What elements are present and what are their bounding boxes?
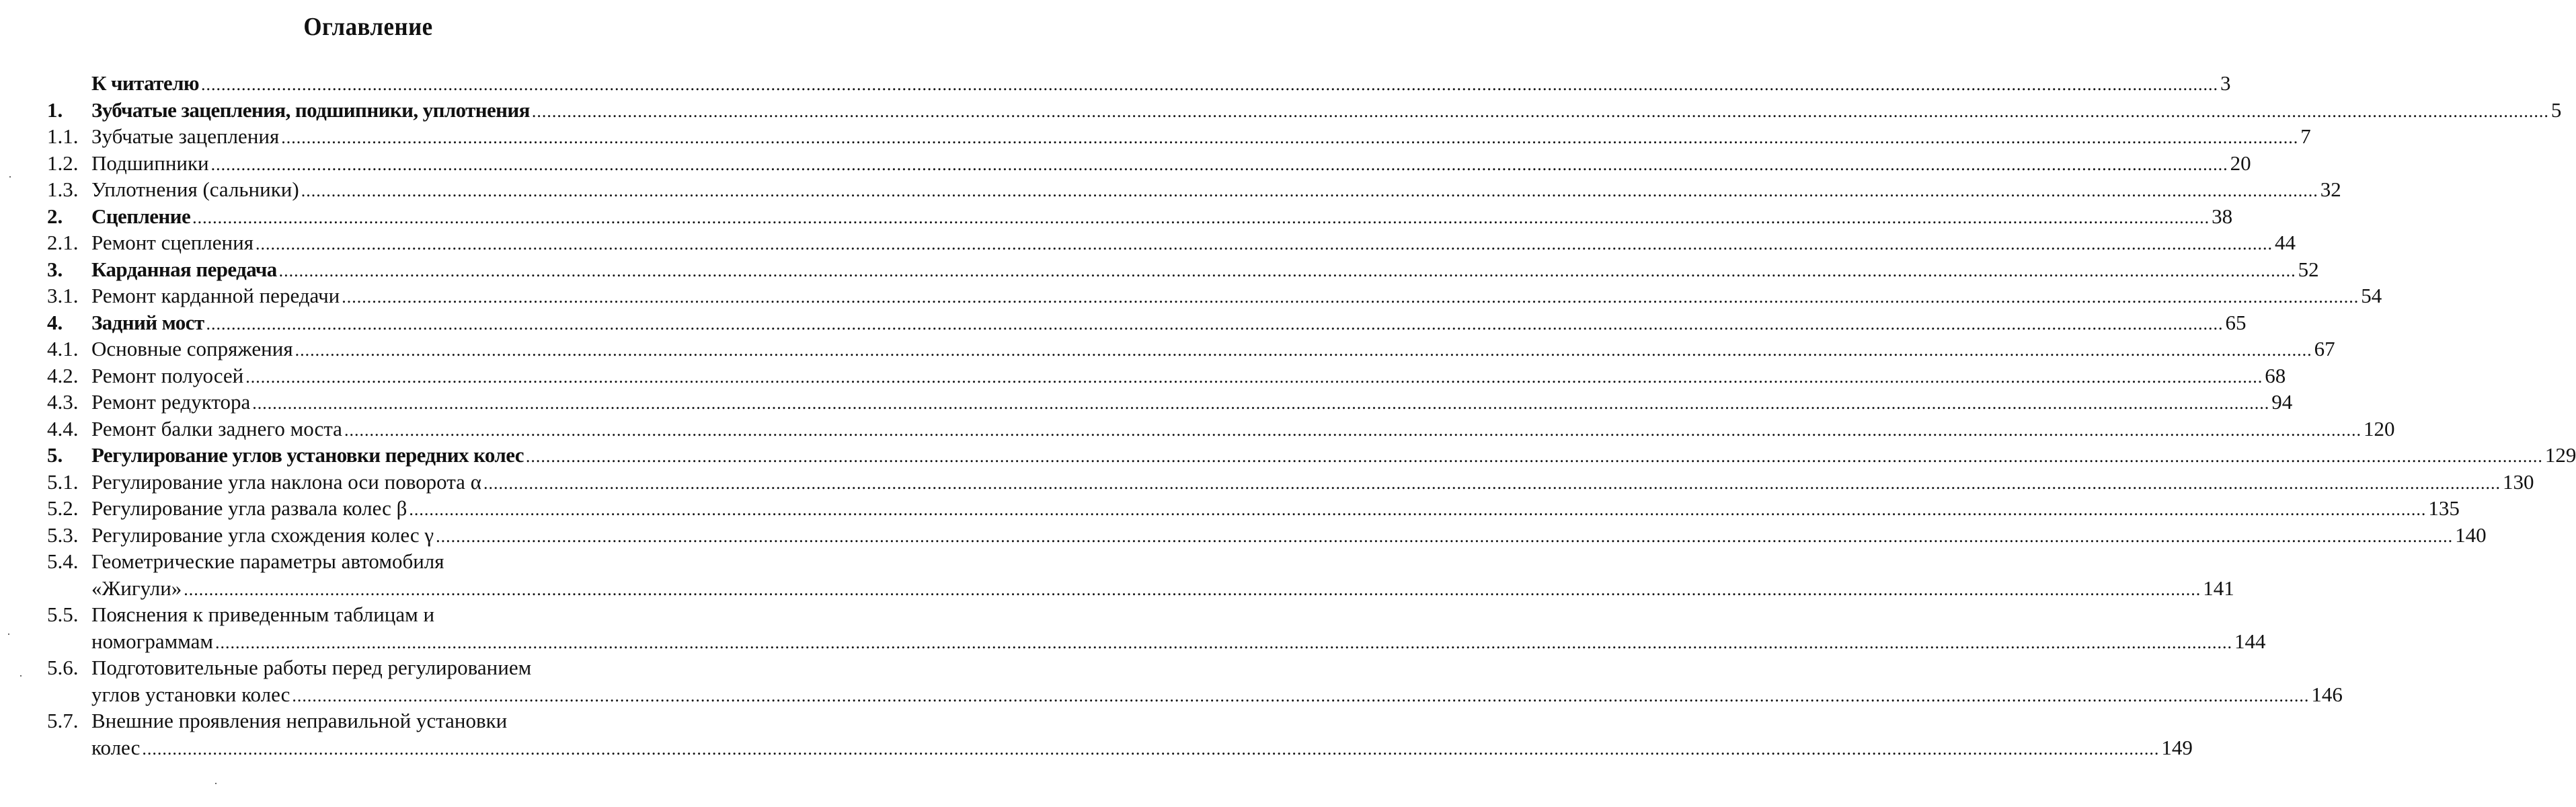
scan-speck [215, 783, 217, 784]
toc-entry-title: Зубчатые зацепления [91, 124, 280, 148]
dot-leader: ................................................................................................................................................................................................................................................................................................................................................................................................................ [184, 579, 2201, 599]
toc-entry-title: Основные сопряжения [91, 337, 293, 360]
dot-leader: ................................................................................................................................................................................................................................................................................................................................................................................................................ [281, 128, 2299, 147]
dot-leader: ................................................................................................................................................................................................................................................................................................................................................................................................................ [255, 234, 2273, 254]
dot-leader: ................................................................................................................................................................................................................................................................................................................................................................................................................ [192, 207, 2210, 227]
toc-entry-title: Внешние проявления неправильной установки [91, 709, 508, 732]
toc-entry-title-wrap [91, 229, 2296, 258]
toc-entry-number: 3.1. [47, 284, 79, 307]
toc-entry-number: 4.2. [47, 363, 79, 387]
dot-leader: ................................................................................................................................................................................................................................................................................................................................................................................................................ [278, 260, 2296, 280]
toc-entry-title-wrap [91, 176, 2341, 204]
toc-entry-title-wrap [91, 256, 2319, 284]
toc-entry-title-wrap [91, 654, 706, 681]
toc-entry-title: Зубчатые зацепления, подшипники, уплотнения [91, 98, 530, 122]
toc-entry [47, 522, 2487, 549]
dot-leader: ................................................................................................................................................................................................................................................................................................................................................................................................................ [436, 526, 2454, 546]
toc-entry-title-wrap [91, 707, 706, 734]
toc-entry-title: Регулирование углов установки передних колес [91, 443, 524, 467]
dot-leader: ................................................................................................................................................................................................................................................................................................................................................................................................................ [295, 340, 2312, 360]
toc-entry-title: Регулирование угла развала колес β [91, 496, 407, 520]
toc-entry-page: 146 [2311, 682, 2343, 706]
toc-entry [47, 389, 2293, 416]
toc-entry [47, 70, 2231, 97]
toc-entry [47, 707, 706, 734]
toc-entry-number: 4.3. [47, 390, 79, 414]
toc-entry-number: 4. [47, 310, 63, 334]
toc-entry [47, 176, 2341, 203]
toc-entry-number: 4.1. [47, 337, 79, 360]
toc-entry-title-wrap [91, 681, 2343, 709]
toc-entry-title-wrap [91, 97, 2562, 125]
toc-entry-title-wrap [91, 416, 2395, 444]
scan-speck [9, 176, 11, 178]
toc-entry [47, 362, 2286, 389]
toc-entry-page: 32 [2320, 178, 2341, 201]
page-title: Оглавление [303, 13, 433, 41]
toc-entry-title-continuation: углов установки колес [91, 682, 290, 706]
toc-entry-page: 52 [2298, 257, 2319, 281]
toc-entry-title-wrap [91, 522, 2487, 550]
toc-entry-title: Сцепление [91, 204, 191, 228]
toc-entry-title: Подшипники [91, 151, 209, 175]
toc-entry-number: 2. [47, 204, 63, 228]
toc-entry-number: 5.4. [47, 549, 79, 573]
toc-entry-number: 3. [47, 257, 63, 281]
toc-entry-number: 1.1. [47, 124, 79, 148]
scan-speck [20, 675, 22, 677]
toc-entry-continuation [47, 575, 2234, 602]
toc-entry-title: Регулирование угла схождения колес γ [91, 523, 434, 547]
toc-entry-number: 1.2. [47, 151, 79, 175]
toc-entry-number: 1. [47, 98, 63, 122]
toc-entry-title: Пояснения к приведенным таблицам и [91, 603, 435, 626]
toc-entry-title: Ремонт полуосей [91, 363, 244, 387]
toc-entry-number: 1.3. [47, 178, 79, 201]
toc-entry-page: 140 [2455, 523, 2487, 547]
toc-entry-title-wrap [91, 734, 2193, 763]
toc-entry-page: 3 [2220, 71, 2231, 95]
dot-leader: ................................................................................................................................................................................................................................................................................................................................................................................................................ [292, 685, 2310, 705]
toc-entry-title-wrap [91, 442, 2576, 470]
toc-entry-title-continuation: колес [91, 735, 141, 759]
toc-entry-title: Ремонт редуктора [91, 390, 251, 414]
toc-entry [47, 150, 2251, 177]
table-of-contents [47, 70, 2576, 761]
dot-leader: ................................................................................................................................................................................................................................................................................................................................................................................................................ [210, 154, 2228, 174]
toc-entry-title-continuation: «Жигули» [91, 576, 182, 600]
toc-entry [47, 495, 2460, 522]
dot-leader: ................................................................................................................................................................................................................................................................................................................................................................................................................ [531, 101, 2549, 121]
toc-entry [47, 256, 2319, 283]
toc-entry-title-wrap [91, 548, 706, 575]
toc-entry-page: 5 [2550, 98, 2562, 122]
toc-entry-page: 38 [2212, 204, 2233, 228]
toc-entry-page: 65 [2225, 310, 2247, 334]
toc-entry [47, 469, 2534, 496]
toc-entry-title-wrap [91, 575, 2234, 603]
toc-entry-title: Ремонт балки заднего моста [91, 416, 342, 440]
toc-entry-number: 2.1. [47, 231, 79, 254]
toc-entry-title-continuation: номограммам [91, 629, 213, 653]
dot-leader: ................................................................................................................................................................................................................................................................................................................................................................................................................ [245, 367, 2263, 387]
toc-entry-page: 141 [2203, 576, 2234, 600]
toc-entry [47, 336, 2335, 362]
dot-leader: ................................................................................................................................................................................................................................................................................................................................................................................................................ [301, 181, 2318, 200]
toc-entry-page: 144 [2234, 629, 2266, 653]
toc-entry [47, 97, 2562, 124]
toc-entry-continuation [47, 628, 2266, 655]
toc-entry-title-wrap [91, 628, 2266, 656]
toc-entry-title-wrap [91, 601, 706, 628]
toc-entry [47, 229, 2296, 256]
toc-entry-page: 149 [2161, 735, 2193, 759]
toc-entry-number: 5.1. [47, 469, 79, 494]
toc-entry-title-wrap [91, 362, 2286, 391]
toc-entry-title-wrap [91, 495, 2460, 523]
toc-entry [47, 654, 706, 681]
toc-entry-title: Уплотнения (сальники) [91, 178, 299, 201]
toc-entry-title-wrap [91, 150, 2251, 178]
toc-entry-title: Ремонт сцепления [91, 231, 253, 254]
toc-entry-page: 20 [2230, 151, 2251, 175]
toc-entry-title: Ремонт карданной передачи [91, 284, 340, 307]
toc-entry-title: Карданная передача [91, 257, 277, 281]
dot-leader: ................................................................................................................................................................................................................................................................................................................................................................................................................ [525, 447, 2543, 466]
toc-entry-title: К читателю [91, 71, 199, 95]
dot-leader: ................................................................................................................................................................................................................................................................................................................................................................................................................ [215, 632, 2232, 652]
toc-entry-title-wrap [91, 469, 2534, 497]
dot-leader: ................................................................................................................................................................................................................................................................................................................................................................................................................ [483, 473, 2501, 493]
toc-entry-title: Геометрические параметры автомобиля [91, 549, 444, 573]
toc-entry [47, 601, 706, 628]
toc-entry [47, 203, 2233, 230]
toc-entry [47, 309, 2247, 336]
toc-entry-title-wrap [91, 309, 2247, 338]
toc-entry-page: 94 [2271, 390, 2293, 414]
toc-entry-number: 5.5. [47, 603, 79, 626]
toc-entry-title: Задний мост [91, 310, 204, 334]
toc-entry-title: Подготовительные работы перед регулированием [91, 656, 532, 679]
toc-entry-page: 129 [2544, 443, 2576, 467]
toc-entry-title: Регулирование угла наклона оси поворота α [91, 469, 481, 494]
toc-entry-number: 5. [47, 443, 63, 467]
toc-entry-number: 5.2. [47, 496, 79, 520]
toc-entry-page: 135 [2428, 496, 2460, 520]
scan-speck [8, 633, 9, 635]
toc-entry-title-wrap [91, 336, 2335, 364]
toc-entry-number: 5.3. [47, 523, 79, 547]
toc-entry-title-wrap [91, 123, 2311, 151]
dot-leader: ................................................................................................................................................................................................................................................................................................................................................................................................................ [142, 738, 2160, 759]
toc-entry-title-wrap [91, 282, 2382, 311]
toc-entry-page: 120 [2363, 416, 2395, 440]
toc-entry [47, 123, 2311, 150]
toc-entry-continuation [47, 734, 2193, 761]
toc-entry-title-wrap [91, 203, 2233, 231]
dot-leader: ................................................................................................................................................................................................................................................................................................................................................................................................................ [200, 75, 2218, 94]
toc-entry-number: 4.4. [47, 416, 79, 440]
toc-entry-page: 44 [2274, 231, 2296, 254]
dot-leader: ................................................................................................................................................................................................................................................................................................................................................................................................................ [252, 393, 2270, 413]
toc-entry-page: 54 [2361, 284, 2382, 307]
dot-leader: ................................................................................................................................................................................................................................................................................................................................................................................................................ [409, 500, 2427, 519]
toc-entry [47, 282, 2382, 309]
toc-entry-page: 68 [2265, 363, 2286, 387]
toc-entry [47, 548, 706, 575]
dot-leader: ................................................................................................................................................................................................................................................................................................................................................................................................................ [342, 287, 2359, 307]
toc-entry-title-wrap [91, 389, 2293, 417]
toc-entry-page: 7 [2300, 124, 2311, 148]
toc-entry-continuation [47, 681, 2343, 708]
toc-entry-number: 5.7. [47, 709, 79, 732]
toc-entry [47, 442, 2576, 469]
toc-entry-number: 5.6. [47, 656, 79, 679]
dot-leader: ................................................................................................................................................................................................................................................................................................................................................................................................................ [344, 420, 2362, 440]
toc-entry-page: 67 [2314, 337, 2335, 360]
dot-leader: ................................................................................................................................................................................................................................................................................................................................................................................................................ [206, 313, 2224, 334]
toc-entry-title-wrap [91, 70, 2231, 98]
toc-entry [47, 416, 2395, 443]
toc-entry-page: 130 [2502, 469, 2534, 494]
